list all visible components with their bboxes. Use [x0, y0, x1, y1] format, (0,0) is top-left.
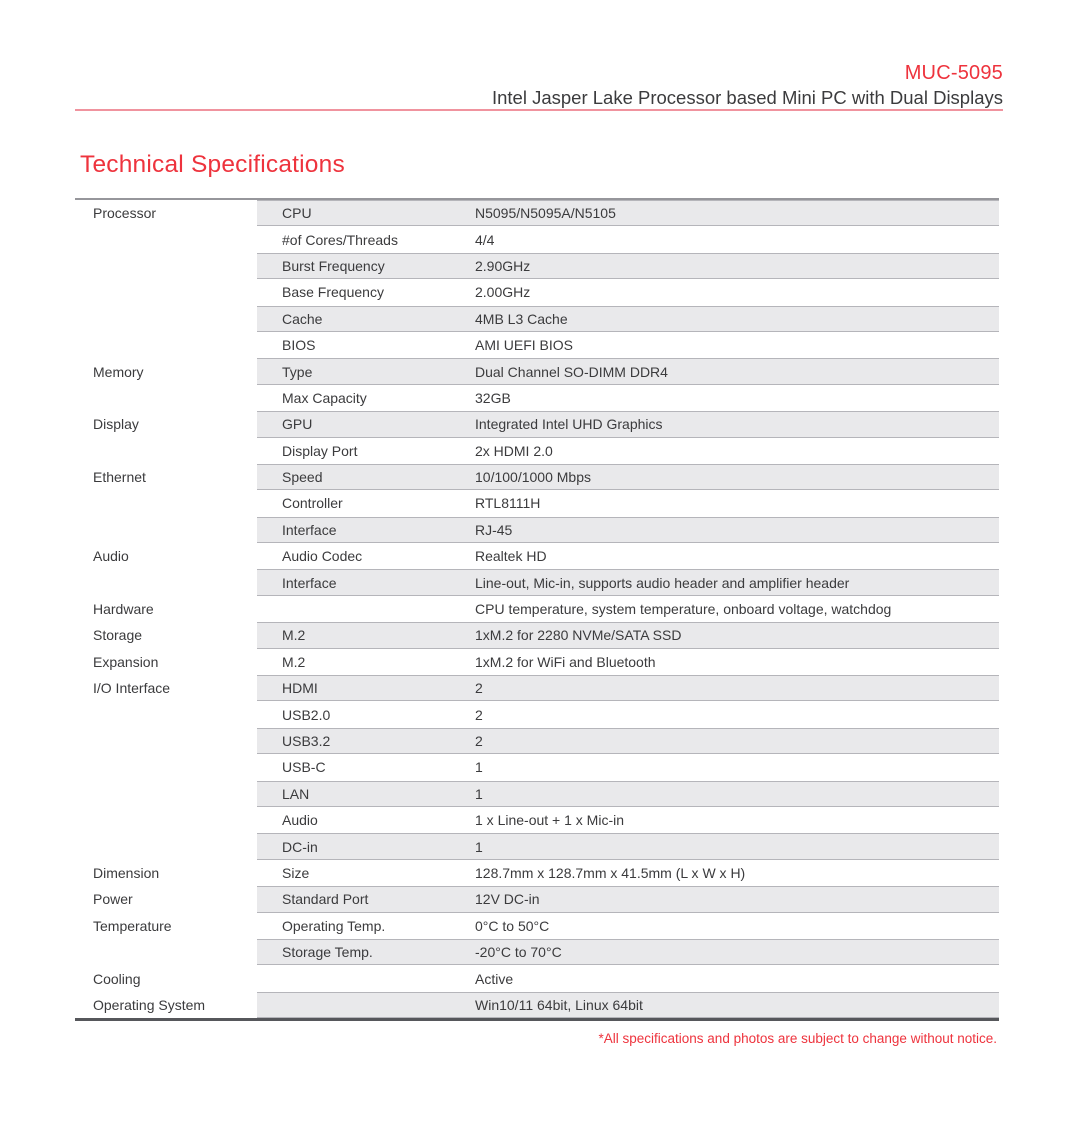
spec-item-label: Burst Frequency [282, 257, 385, 274]
spec-row-body [257, 306, 999, 332]
spec-value: 2 [475, 706, 483, 723]
spec-category-label [75, 517, 257, 543]
spec-category-label: Audio [93, 548, 129, 565]
spec-category-label [75, 939, 257, 965]
table-row [75, 701, 999, 727]
spec-category-label [75, 306, 257, 332]
table-row [75, 781, 999, 807]
table-row [75, 754, 999, 780]
spec-row-body [257, 728, 999, 754]
spec-item-label: USB2.0 [282, 706, 331, 723]
spec-row-body [257, 517, 999, 543]
spec-category-label: Temperature [93, 917, 172, 934]
spec-value: 2x HDMI 2.0 [475, 442, 553, 459]
spec-value: 1xM.2 for WiFi and Bluetooth [475, 653, 656, 670]
spec-category-label [75, 807, 257, 833]
table-row [75, 306, 999, 332]
spec-item-label: Audio Codec [282, 548, 363, 565]
spec-row-body [257, 965, 999, 991]
spec-item-label [257, 993, 475, 1017]
table-row [75, 411, 999, 437]
spec-row-body [257, 754, 999, 780]
spec-value: Active [475, 970, 514, 987]
table-row [75, 992, 999, 1018]
spec-item-label: CPU [282, 205, 312, 222]
spec-item-label: Speed [282, 469, 323, 486]
table-row [75, 517, 999, 543]
spec-value: 2.00GHz [475, 284, 531, 301]
spec-row-body [257, 385, 999, 411]
table-row [75, 253, 999, 279]
spec-category-label: Ethernet [93, 469, 146, 486]
spec-value: 12V DC-in [475, 891, 540, 908]
spec-category-label [75, 385, 257, 411]
spec-item-label: HDMI [282, 680, 318, 697]
footnote: *All specifications and photos are subject to change without notice. [598, 1031, 997, 1046]
table-row [75, 622, 999, 648]
spec-value: 128.7mm x 128.7mm x 41.5mm (L x W x H) [475, 864, 746, 881]
spec-value: Line-out, Mic-in, supports audio header and amplifier header [475, 574, 850, 591]
spec-item-label: Cache [282, 310, 323, 327]
spec-category-label: Power [93, 891, 133, 908]
spec-row-body [257, 596, 999, 622]
spec-value: RTL8111H [475, 495, 541, 512]
table-row [75, 675, 999, 701]
spec-value: 10/100/1000 Mbps [475, 469, 591, 486]
spec-row-body [257, 781, 999, 807]
spec-row-body [257, 358, 999, 384]
spec-value: Win10/11 64bit, Linux 64bit [475, 996, 643, 1013]
spec-row-body [257, 675, 999, 701]
spec-value: 1 [475, 785, 483, 802]
spec-row-body [257, 939, 999, 965]
spec-value: 2 [475, 733, 483, 749]
table-row [75, 860, 999, 886]
spec-value: Integrated Intel UHD Graphics [475, 416, 663, 433]
spec-item-label: M.2 [282, 627, 306, 644]
spec-category-label [75, 781, 257, 807]
table-row [75, 569, 999, 595]
spec-value: -20°C to 70°C [475, 944, 562, 961]
spec-value: CPU temperature, system temperature, onboard voltage, watchdog [475, 601, 892, 618]
spec-value: 4MB L3 Cache [475, 310, 568, 327]
spec-row-body [257, 622, 999, 648]
spec-row-body [257, 200, 999, 226]
spec-value: 1 [475, 838, 483, 855]
spec-row-body [257, 279, 999, 305]
spec-category-label: Dimension [93, 864, 160, 881]
table-row [75, 807, 999, 833]
spec-item-label: Standard Port [282, 891, 369, 908]
spec-row-body [257, 226, 999, 252]
spec-category-label [75, 754, 257, 780]
spec-category-label: I/O Interface [93, 680, 171, 697]
spec-row-body [257, 833, 999, 859]
spec-item-label: Controller [282, 495, 343, 512]
spec-category-label [75, 226, 257, 252]
table-row [75, 358, 999, 384]
spec-value: 2.90GHz [475, 257, 531, 274]
spec-item-label: Base Frequency [282, 284, 384, 301]
spec-category-label: Operating System [93, 996, 206, 1013]
spec-value: 32GB [475, 389, 511, 406]
spec-row-body [257, 253, 999, 279]
spec-item-label: Size [282, 864, 310, 881]
spec-category-label [75, 279, 257, 305]
table-row [75, 279, 999, 305]
spec-item-label: USB3.2 [282, 733, 331, 749]
spec-row-body [257, 913, 999, 939]
spec-item-label: M.2 [282, 653, 306, 670]
spec-item-label: #of Cores/Threads [282, 231, 398, 248]
spec-value: Dual Channel SO-DIMM DDR4 [475, 363, 668, 380]
spec-row-body [257, 569, 999, 595]
spec-category-label: Memory [93, 363, 144, 380]
spec-item-label: Type [282, 363, 313, 380]
spec-item-label: Audio [282, 812, 318, 829]
spec-category-label [75, 490, 257, 516]
table-row [75, 464, 999, 490]
spec-item-label: Interface [282, 521, 337, 538]
spec-value: 1xM.2 for 2280 NVMe/SATA SSD [475, 627, 682, 644]
model-number: MUC-5095 [904, 62, 1003, 84]
spec-item-label: LAN [282, 785, 310, 802]
spec-category-label: Processor [93, 205, 157, 222]
spec-item-label: BIOS [282, 337, 316, 354]
product-subtitle: Intel Jasper Lake Processor based Mini PC with Dual Displays [491, 87, 1003, 108]
table-row [75, 490, 999, 516]
spec-value: 2 [475, 680, 483, 697]
spec-category-label: Hardware [93, 601, 154, 618]
spec-category-label: Storage [93, 627, 143, 644]
table-row [75, 385, 999, 411]
table-row [75, 649, 999, 675]
spec-item-label: Display Port [282, 442, 358, 459]
table-row [75, 833, 999, 859]
spec-row-body [257, 992, 999, 1018]
spec-category-label [75, 701, 257, 727]
table-row [75, 226, 999, 252]
spec-category-label [75, 728, 257, 754]
spec-row-body [257, 438, 999, 464]
spec-item-label: Interface [282, 574, 337, 591]
spec-item-label: USB-C [282, 759, 326, 776]
spec-row-body [257, 464, 999, 490]
spec-value: Realtek HD [475, 548, 547, 565]
table-row [75, 913, 999, 939]
table-row [75, 728, 999, 754]
spec-row-body [257, 332, 999, 358]
spec-item-label: Operating Temp. [282, 917, 386, 934]
spec-table [75, 198, 999, 1021]
spec-value: 4/4 [475, 231, 495, 248]
spec-item-label [257, 966, 475, 990]
spec-category-label [75, 438, 257, 464]
spec-item-label: DC-in [282, 838, 318, 855]
spec-category-label [75, 332, 257, 358]
table-row [75, 939, 999, 965]
spec-value: 1 x Line-out + 1 x Mic-in [475, 812, 625, 829]
spec-row-body [257, 649, 999, 675]
spec-item-label: GPU [282, 416, 313, 433]
spec-item-label: Storage Temp. [282, 944, 373, 961]
spec-value: 1 [475, 759, 483, 776]
spec-category-label [75, 253, 257, 279]
page-title: Technical Specifications [80, 151, 345, 178]
spec-value: N5095/N5095A/N5105 [475, 205, 616, 222]
spec-category-label: Display [93, 416, 139, 433]
table-row [75, 200, 999, 226]
spec-category-label: Expansion [93, 653, 159, 670]
spec-category-label [75, 569, 257, 595]
spec-row-body [257, 490, 999, 516]
header-divider [75, 109, 1003, 111]
spec-row-body [257, 860, 999, 886]
spec-item-label: Max Capacity [282, 389, 367, 406]
spec-value: AMI UEFI BIOS [475, 337, 574, 354]
table-row [75, 596, 999, 622]
spec-item-label [257, 597, 475, 621]
spec-value: RJ-45 [475, 521, 513, 538]
table-row [75, 543, 999, 569]
spec-row-body [257, 886, 999, 912]
spec-value: 0°C to 50°C [475, 917, 550, 934]
spec-category-label [75, 833, 257, 859]
spec-row-body [257, 807, 999, 833]
table-row [75, 438, 999, 464]
table-row [75, 886, 999, 912]
table-row [75, 332, 999, 358]
spec-row-body [257, 701, 999, 727]
spec-row-body [257, 543, 999, 569]
spec-row-body [257, 411, 999, 437]
table-row [75, 965, 999, 991]
spec-category-label: Cooling [93, 970, 141, 987]
